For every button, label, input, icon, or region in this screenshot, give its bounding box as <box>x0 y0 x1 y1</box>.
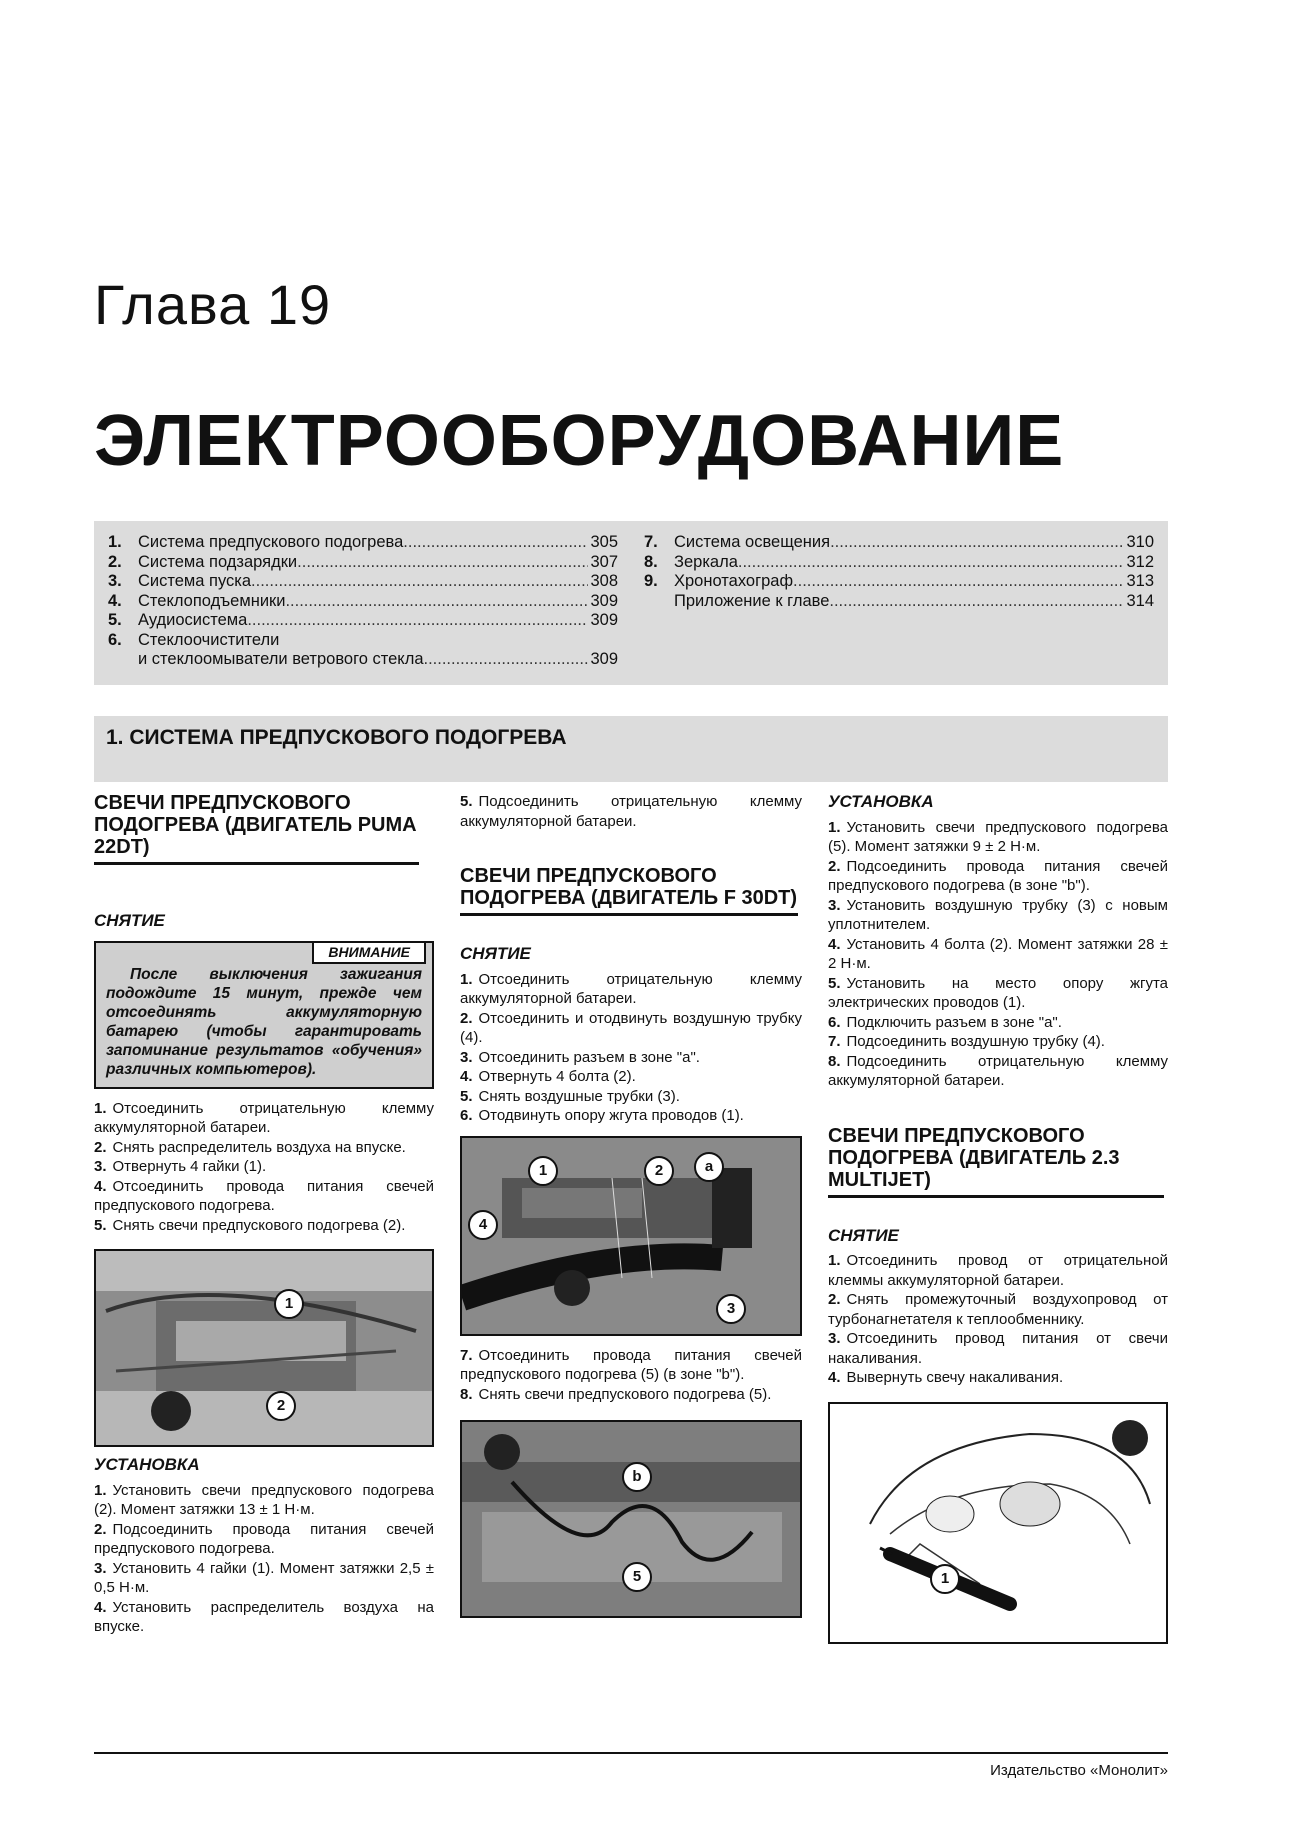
toc-item <box>644 592 1154 612</box>
list-item <box>94 1138 434 1158</box>
list-item <box>828 857 1168 896</box>
warning-label: ВНИМАНИЕ <box>312 941 426 964</box>
toc-item-number: 8. <box>644 552 658 571</box>
toc-item-number: 7. <box>644 533 658 551</box>
step-text: Подсоединить провода питания свечей предпускового подогрева. <box>94 1520 434 1557</box>
step-number: 5. <box>94 1216 107 1234</box>
step-text: Подсоединить отрицательную клемму аккумуляторной батареи. <box>828 1052 1168 1089</box>
toc-item-label: Приложение к главе <box>674 591 830 610</box>
step-text: Установить распределитель воздуха на впуске. <box>94 1598 434 1635</box>
toc-item <box>108 631 618 651</box>
publisher-logo-icon <box>484 1434 520 1470</box>
toc-item-label: Стеклоподъемники <box>138 591 286 610</box>
step-text: Снять распределитель воздуха на впуске. <box>112 1138 406 1156</box>
step-number: 2. <box>94 1520 107 1538</box>
toc-right-column <box>644 533 1154 611</box>
warning-box <box>94 941 434 1089</box>
removal-title: СНЯТИЕ <box>828 1225 899 1245</box>
list-item <box>94 1559 434 1598</box>
toc-item <box>108 650 618 670</box>
photo-callout: 2 <box>266 1391 296 1421</box>
photo-callout: 1 <box>930 1564 960 1594</box>
list-item <box>828 974 1168 1013</box>
step-text: Отсоединить провод питания от свечи накаливания. <box>828 1330 1168 1367</box>
photo-callout: a <box>694 1152 724 1182</box>
step-text: Отсоединить провода питания свечей предпускового подогрева. <box>94 1177 434 1214</box>
step-text: Установить 4 гайки (1). Момент затяжки 2,5 ± 0,5 Н·м. <box>94 1559 434 1596</box>
toc-item <box>108 611 618 631</box>
step-number: 4. <box>460 1068 473 1085</box>
step-text: Отодвинуть опору жгута проводов (1). <box>478 1107 744 1124</box>
photo-callout: 1 <box>274 1289 304 1319</box>
section-title: 1. СИСТЕМА ПРЕДПУСКОВОГО ПОДОГРЕВА <box>106 726 567 749</box>
toc-item <box>644 533 1154 553</box>
step-text: Отсоединить провод от отрицательной клеммы аккумуляторной батареи. <box>828 1252 1168 1289</box>
toc-leader-dots <box>793 572 1124 592</box>
removal-steps <box>460 970 802 1126</box>
step-text: Отсоединить отрицательную клемму аккумуляторной батареи. <box>460 970 802 1007</box>
step-number: 7. <box>460 1346 473 1364</box>
step-text: Отсоединить и отодвинуть воздушную трубку (4). <box>460 1009 802 1046</box>
install-steps <box>94 1481 434 1637</box>
step-text: Подсоединить провода питания свечей предпускового подогрева (в зоне "b"). <box>828 857 1168 894</box>
list-item <box>828 935 1168 974</box>
step-number: 1. <box>94 1481 107 1499</box>
photo-callout: 1 <box>528 1156 558 1186</box>
step-number: 1. <box>828 1252 841 1269</box>
list-item <box>828 818 1168 857</box>
install-steps <box>828 818 1168 1091</box>
step-number: 1. <box>828 818 841 836</box>
toc-leader-dots <box>829 592 1124 612</box>
removal-steps <box>828 1251 1168 1388</box>
step-text: Подключить разъем в зоне "a". <box>846 1013 1062 1031</box>
step-number: 5. <box>460 1087 473 1105</box>
step-number: 1. <box>460 970 473 988</box>
toc-item-page: 309 <box>590 650 618 668</box>
toc-item-label: Система освещения <box>674 533 831 551</box>
toc-item-number: 6. <box>108 630 122 649</box>
photo-callout: 2 <box>644 1156 674 1186</box>
step-number: 2. <box>828 857 841 875</box>
chapter-title: ЭЛЕКТРООБОРУДОВАНИЕ <box>94 401 1065 481</box>
toc-leader-dots <box>738 553 1125 573</box>
step-number: 3. <box>94 1158 107 1175</box>
toc-leader-dots <box>297 553 588 573</box>
table-of-contents <box>94 521 1168 685</box>
step-text: Отсоединить отрицательную клемму аккумуляторной батареи. <box>94 1099 434 1136</box>
toc-item-number: 9. <box>644 572 658 590</box>
list-item <box>460 1048 802 1068</box>
toc-item-label: и стеклоомыватели ветрового стекла <box>138 650 424 668</box>
toc-leader-dots <box>403 533 588 553</box>
toc-item-page: 312 <box>1126 552 1154 571</box>
toc-item-page: 308 <box>590 572 618 590</box>
step-number: 8. <box>460 1385 473 1403</box>
engine-photo-puma <box>94 1249 434 1447</box>
chapter-number: Глава 19 <box>94 273 332 336</box>
toc-item-label: Зеркала <box>674 552 738 571</box>
toc-leader-dots <box>424 650 589 670</box>
toc-item <box>108 592 618 612</box>
photo-callout: b <box>622 1462 652 1492</box>
toc-item-page: 313 <box>1126 572 1154 590</box>
heading-multijet: СВЕЧИ ПРЕДПУСКОВОГО ПОДОГРЕВА (ДВИГАТЕЛЬ 2.3 MULTIJET) <box>828 1125 1164 1198</box>
step-number: 3. <box>828 896 841 914</box>
photo-callout: 5 <box>622 1562 652 1592</box>
toc-item-page: 309 <box>590 611 618 629</box>
toc-item-page: 309 <box>590 591 618 610</box>
column-1 <box>94 792 434 1637</box>
toc-item-label: Аудиосистема <box>138 611 248 629</box>
step-number: 3. <box>460 1048 473 1066</box>
toc-item <box>644 572 1154 592</box>
engine-diagram-multijet-drawing <box>830 1404 1166 1642</box>
step-text: Снять свечи предпускового подогрева (5). <box>478 1385 772 1403</box>
publisher-footer: Издательство «Монолит» <box>990 1762 1168 1779</box>
list-item <box>94 1157 434 1177</box>
list-item <box>828 1251 1168 1290</box>
photo-callout: 3 <box>716 1294 746 1324</box>
list-item <box>94 1177 434 1216</box>
toc-item-label: Система пуска <box>138 572 252 590</box>
step-text: Установить 4 болта (2). Момент затяжки 28 ± 2 Н·м. <box>828 935 1168 972</box>
engine-photo-f30dt-1 <box>460 1136 802 1336</box>
step-number: 3. <box>94 1559 107 1577</box>
list-item <box>828 1052 1168 1091</box>
heading-f30dt: СВЕЧИ ПРЕДПУСКОВОГО ПОДОГРЕВА (ДВИГАТЕЛЬ F 30DT) <box>460 865 798 916</box>
engine-photo-f30dt-1-drawing <box>462 1138 800 1334</box>
step-number: 6. <box>828 1013 841 1031</box>
toc-leader-dots <box>251 572 588 592</box>
step-number: 4. <box>94 1598 107 1616</box>
step-text: Отвернуть 4 гайки (1). <box>112 1158 267 1175</box>
list-item <box>460 970 802 1009</box>
step-number: 4. <box>828 935 841 953</box>
list-item <box>94 1481 434 1520</box>
toc-item <box>108 533 618 553</box>
toc-item-label: Система подзарядки <box>138 552 298 571</box>
toc-item-number: 5. <box>108 611 122 629</box>
step-number: 2. <box>94 1138 107 1156</box>
list-item <box>828 1032 1168 1052</box>
removal-title: СНЯТИЕ <box>94 911 165 930</box>
step-number: 7. <box>828 1033 841 1050</box>
step-text: Установить на место опору жгута электрических проводов (1). <box>828 974 1168 1011</box>
list-item <box>460 1385 802 1405</box>
photo-callout: 4 <box>468 1210 498 1240</box>
engine-diagram-multijet <box>828 1402 1168 1644</box>
list-item <box>460 1087 802 1107</box>
list-item <box>828 1290 1168 1329</box>
install-title: УСТАНОВКА <box>94 1455 200 1474</box>
toc-item <box>108 572 618 592</box>
step-number: 3. <box>828 1330 841 1347</box>
toc-left-column <box>108 533 618 670</box>
toc-item-page: 305 <box>590 533 618 551</box>
more-steps <box>460 1346 802 1405</box>
step-text: Установить воздушную трубку (3) с новым уплотнителем. <box>828 896 1168 933</box>
step-text: Отвернуть 4 болта (2). <box>478 1068 636 1085</box>
list-item <box>828 896 1168 935</box>
engine-photo-f30dt-2 <box>460 1420 802 1618</box>
publisher-logo-icon <box>1112 1420 1148 1456</box>
toc-item <box>108 553 618 573</box>
list-item <box>94 1520 434 1559</box>
publisher-logo-icon <box>151 1391 191 1431</box>
list-item <box>460 1106 802 1126</box>
list-item <box>460 1067 802 1087</box>
list-item <box>94 1216 434 1236</box>
install-title: УСТАНОВКА <box>828 792 934 811</box>
removal-title: СНЯТИЕ <box>460 944 531 963</box>
toc-leader-dots <box>247 611 588 631</box>
step-text: Снять свечи предпускового подогрева (2). <box>112 1216 406 1234</box>
list-item <box>828 1013 1168 1033</box>
step-number: 4. <box>828 1369 841 1386</box>
step-text: Вывернуть свечу накаливания. <box>846 1369 1064 1386</box>
list-item <box>460 1346 802 1385</box>
toc-item-number: 3. <box>108 572 122 590</box>
column-2 <box>460 792 802 1618</box>
step-number: 8. <box>828 1052 841 1070</box>
step-text: Установить свечи предпускового подогрева (2). Момент затяжки 13 ± 1 Н·м. <box>94 1481 434 1518</box>
step-number: 4. <box>94 1177 107 1195</box>
publisher-logo-icon <box>554 1270 590 1306</box>
toc-item-number: 1. <box>108 533 122 551</box>
list-item <box>828 1329 1168 1368</box>
toc-item-page: 310 <box>1126 533 1154 551</box>
step-text: Подсоединить воздушную трубку (4). <box>846 1033 1105 1050</box>
column-3 <box>828 792 1168 1644</box>
toc-item-label: Стеклоочистители <box>138 630 280 649</box>
engine-photo-puma-drawing <box>96 1251 432 1445</box>
toc-leader-dots <box>830 533 1124 553</box>
step-number: 6. <box>460 1107 473 1124</box>
section-header <box>94 716 1168 782</box>
step-text: Снять воздушные трубки (3). <box>478 1087 680 1105</box>
step-number: 2. <box>828 1291 841 1308</box>
toc-item <box>644 553 1154 573</box>
step-text: Отсоединить разъем в зоне "a". <box>478 1048 700 1066</box>
toc-item-page: 314 <box>1126 591 1154 610</box>
toc-item-label: Хронотахограф <box>674 572 794 590</box>
footer-divider <box>94 1752 1168 1754</box>
toc-leader-dots <box>285 592 588 612</box>
list-item: 5. Подсоединить отрицательную клемму аккумуляторной батареи. <box>460 793 802 830</box>
step-number: 5. <box>828 974 841 992</box>
step-text: Установить свечи предпускового подогрева (5). Момент затяжки 9 ± 2 Н·м. <box>828 818 1168 855</box>
warning-text: После выключения зажигания подождите 15 минут, прежде чем отсоединять аккумуляторную батарею (чтобы гарантировать запоминание результатов «обучения» различных компьютеров). <box>106 965 422 1078</box>
toc-item-number: 4. <box>108 591 122 610</box>
list-item <box>828 1368 1168 1388</box>
step-number: 2. <box>460 1009 473 1027</box>
list-item <box>94 1598 434 1637</box>
list-item <box>94 1099 434 1138</box>
removal-steps <box>94 1099 434 1236</box>
step-text: Снять промежуточный воздухопровод от турбонагнетателя к теплообменнику. <box>828 1291 1168 1328</box>
step-text: Отсоединить провода питания свечей предпускового подогрева (5) (в зоне "b"). <box>460 1346 802 1383</box>
toc-item-number: 2. <box>108 552 122 571</box>
list-item <box>460 1009 802 1048</box>
heading-puma: СВЕЧИ ПРЕДПУСКОВОГО ПОДОГРЕВА (ДВИГАТЕЛЬ PUMA 22DT) <box>94 792 419 865</box>
toc-item-page: 307 <box>590 552 618 571</box>
toc-item-label: Система предпускового подогрева <box>138 533 404 551</box>
step-number: 1. <box>94 1099 107 1117</box>
